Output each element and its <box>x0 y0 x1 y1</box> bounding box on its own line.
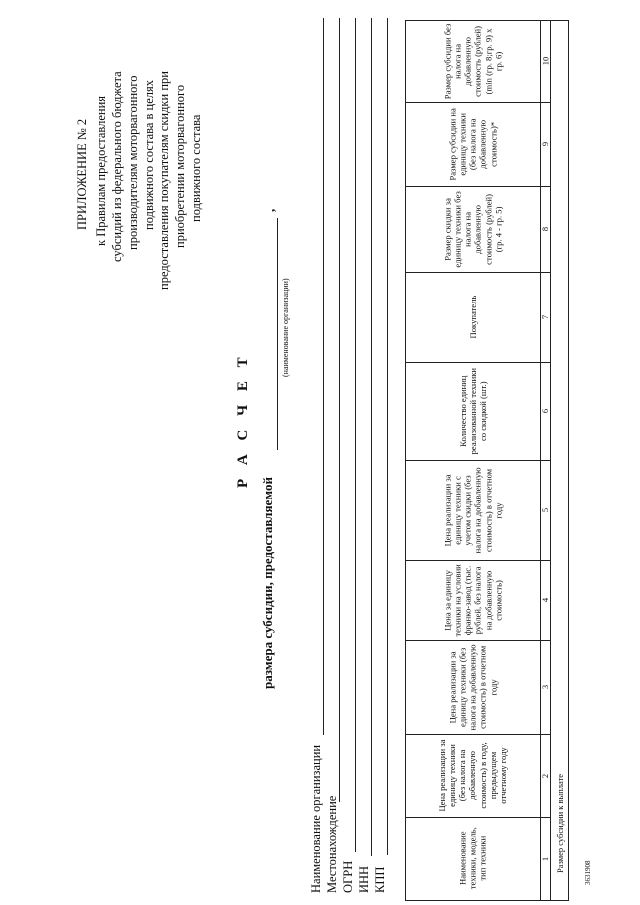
appendix-line: производителям моторвагонного <box>126 75 140 250</box>
field-label-inn: ИНН <box>357 865 371 893</box>
table-header-text: Количество единиц реализованной техники со скидкой (шт.) <box>457 367 488 455</box>
appendix-line: субсидий из федерального бюджета <box>110 71 124 262</box>
table-header-cell <box>407 21 538 101</box>
table-header-text: Покупатель <box>467 295 478 339</box>
field-line-inn <box>371 18 372 856</box>
field-label-kpp: КПП <box>373 866 387 893</box>
field-line-ogrn <box>355 18 356 852</box>
appendix-title: ПРИЛОЖЕНИЕ № 2 <box>75 118 89 230</box>
table-header-text: Цена реализации за единицу техники (без налога на добавленную стоимость) в году, предыдущем отчетному году <box>437 739 508 812</box>
field-line-location <box>339 18 340 802</box>
table-header-text: Цена за единицу техники на условии франко-завод (тыс. рублей, без налога на добавленную стоимость) <box>442 563 503 637</box>
table-header-cell <box>407 818 538 899</box>
table-header-cell <box>407 641 538 733</box>
document-title: Р А С Ч Е Т <box>235 352 251 488</box>
table-header-text: Цена реализации за единицу техники (без налога на добавленную стоимость) в отчетном году <box>447 644 498 730</box>
appendix-line: предоставления покупателям скидки при <box>157 71 171 290</box>
table-column-number-text: 5 <box>540 507 551 513</box>
appendix-line: приобретении моторвагонного <box>173 84 187 248</box>
table-border-right <box>568 20 569 900</box>
table-column-number-text: 9 <box>540 141 551 147</box>
field-label-location: Местонахождение <box>325 795 339 893</box>
table-column-number <box>541 641 550 733</box>
table-header-cell <box>407 103 538 185</box>
table-column-number-text: 7 <box>540 314 551 320</box>
appendix-line: подвижного состава в целях <box>142 79 156 230</box>
table-column-number-text: 1 <box>540 856 551 861</box>
table-column-number-text: 2 <box>540 773 551 778</box>
table-header-text: Размер субсидии без налога на добавленную стоимость (рублей) (min (гр. 8;гр. 9) x гр. 6) <box>442 23 503 99</box>
field-line-org-name <box>323 18 324 735</box>
table-column-number <box>541 561 550 639</box>
appendix-line: к Правилам предоставления <box>94 95 108 246</box>
subtitle-comma: , <box>262 208 277 212</box>
table-header-text: Размер субсидии на единицу техники (без налога на добавленную стоимость)* <box>447 107 498 181</box>
table-header-cell <box>407 187 538 271</box>
table-header-cell <box>407 561 538 639</box>
field-line-kpp <box>387 18 388 855</box>
table-column-number-text: 4 <box>540 597 551 603</box>
table-header-cell <box>407 461 538 559</box>
field-label-ogrn: ОГРН <box>341 860 355 893</box>
table-column-number <box>541 273 550 361</box>
table-column-number-text: 10 <box>540 56 551 66</box>
table-border-edge <box>405 900 569 901</box>
table-header-text: Наименование техники, модель, тип техники <box>457 827 488 890</box>
table-column-number <box>541 363 550 459</box>
table-column-number <box>541 818 550 899</box>
table-row-separator <box>550 20 551 900</box>
table-column-number-text: 3 <box>540 684 551 690</box>
table-column-number <box>541 21 550 101</box>
table-header-cell <box>407 735 538 816</box>
org-name-caption: (наименование организации) <box>281 278 290 377</box>
table-header-cell <box>407 273 538 361</box>
table-column-number <box>541 735 550 816</box>
table-header-text: Размер скидки за единицу техники без налога на добавленную стоимость (рублей) (гр. 4 - гр. 5) <box>442 190 503 268</box>
appendix-line: подвижного состава <box>189 114 203 222</box>
document-subtitle: размера субсидии, предоставляемой <box>260 477 275 689</box>
table-column-number <box>541 461 550 559</box>
table-column-number <box>541 187 550 271</box>
table-header-text: Цена реализации за единицу техники с учетом скидки (без налога на добавленную стоимость) в отчетном году <box>442 467 503 553</box>
table-header-cell <box>407 363 538 459</box>
table-column-number-text: 8 <box>540 226 551 232</box>
table-column-number <box>541 103 550 185</box>
table-footer-label: Размер субсидии к выплате <box>555 773 565 873</box>
table-column-number-text: 6 <box>540 408 551 414</box>
org-name-underline <box>277 218 278 450</box>
document-number: 3631908 <box>584 860 592 885</box>
field-label-org-name: Наименование организации <box>309 744 323 893</box>
